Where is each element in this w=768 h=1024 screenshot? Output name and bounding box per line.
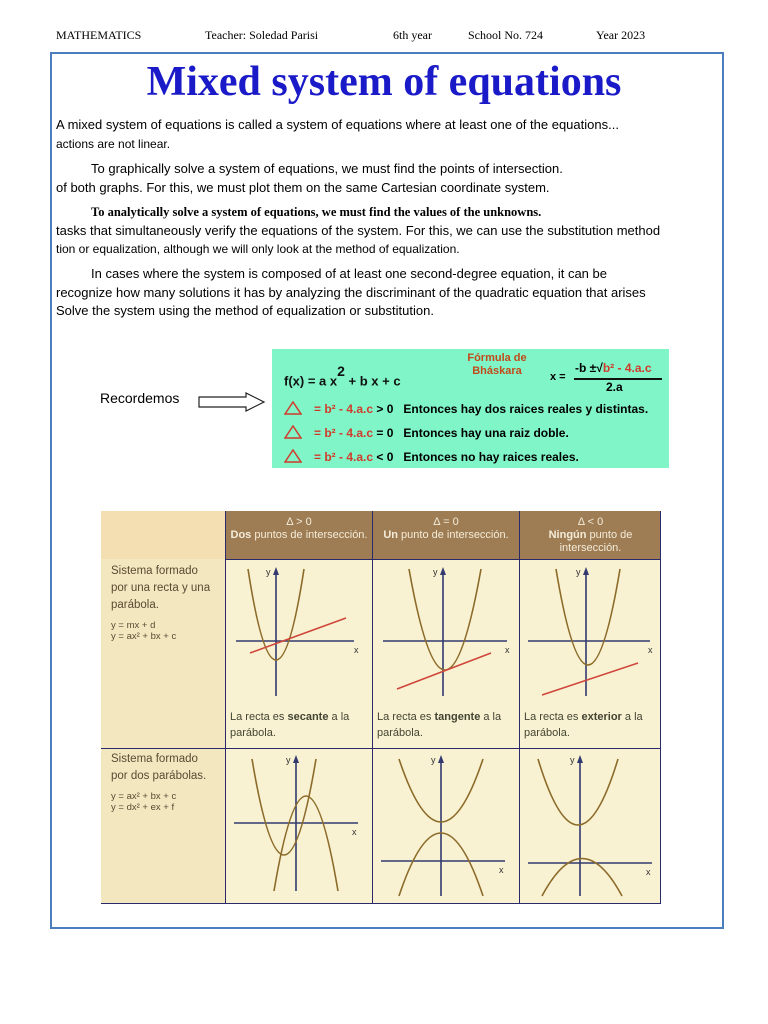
paragraph-line-bold: To analytically solve a system of equations, we must find the values of the unknowns. [91,205,542,219]
axis-y-label: y [431,755,436,765]
axis-y-label: y [570,755,575,765]
caption-post: a la parábola. [230,711,350,739]
bhaskara-formula-box [272,349,669,468]
page-header [56,28,716,46]
caption-bold: exterior [581,711,622,723]
header-condition: Δ > 0 [286,516,312,528]
x-equals: x = [550,371,566,383]
row-divider [101,903,661,904]
paragraph-1 [56,116,706,153]
discriminant-meaning: Entonces no hay raices reales. [403,450,579,464]
axis-y-label: y [576,567,581,577]
discriminant-row [284,401,648,416]
row-label-text: Sistema formado [111,565,198,577]
discriminant-row [284,425,569,440]
axis-x-label: x [352,827,357,837]
header-teacher: Teacher: Soledad Parisi [205,28,319,42]
graph-two-parabolas-one-point [373,751,519,901]
graph-two-parabolas-no-point [520,751,660,901]
caption-post: a la parábola. [377,711,502,739]
discriminant-relation: < 0 [373,450,394,464]
header-bold: Dos [230,529,252,541]
discriminant-expr: b² - 4.a.c [324,402,374,416]
caption-pre: La recta es [524,711,582,723]
header-condition: Δ < 0 [577,516,604,528]
paragraph-3 [56,203,706,259]
caption-bold: secante [287,711,329,723]
equation: y = dx² + ex + f [111,802,175,813]
paragraph-2 [56,160,706,197]
discriminant-expr: b² - 4.a.c [324,450,374,464]
graph-exterior [520,561,660,701]
graph-secant [226,561,372,701]
header-bold: Un [383,529,398,541]
systems-table [101,511,661,904]
column-divider [660,511,661,904]
quadratic-function [284,363,401,389]
header-year: Year 2023 [596,28,646,42]
discriminant-relation: > 0 [373,402,394,416]
header-rest: puntos de intersección. [251,529,368,541]
paragraph-line: Solve the system using the method of equalization or substitution. [56,303,434,318]
row-label-text: por dos parábolas. [111,770,207,782]
caption-exterior [524,709,658,741]
axis-x-label: x [499,865,504,875]
bhaskara-title: Fórmula de Bháskara [467,352,527,377]
header-school: School No. 724 [468,28,543,42]
header-condition: Δ = 0 [433,516,459,528]
table-header [373,511,519,559]
paragraph-line: A mixed system of equations is called a system of equations where at least one of the equations... [56,117,619,132]
eq-prefix: = [314,402,325,416]
paragraph-line: recognize how many solutions it has by analyzing the discriminant of the quadratic equation that arises [56,284,646,300]
fx-exponent: 2 [337,363,345,379]
delta-triangle-icon [284,449,302,463]
discriminant-meaning: Entonces hay dos raices reales y distintas. [403,402,649,416]
axis-x-label: x [505,645,510,655]
discriminant-expr: b² - 4.a.c [324,426,374,440]
discriminant-relation: = 0 [373,426,394,440]
delta-triangle-icon [284,401,302,415]
row-label-line-parabola [101,563,225,642]
eq-prefix: = [314,450,325,464]
delta-triangle-icon [284,425,302,439]
eq-prefix: = [314,426,325,440]
paragraph-4 [56,265,706,321]
paragraph-line: tion or equalization, although we will only look at the method of equalization. [56,242,460,256]
arrow-right-icon [198,392,266,412]
header-year-level: 6th year [393,28,432,42]
equation: y = mx + d [111,620,156,631]
formula-numerator [575,361,652,375]
header-subject: MATHEMATICS [56,28,142,42]
row-label-two-parabolas [101,751,225,813]
numerator-left: -b ±√ [575,361,603,375]
recordemos-label: Recordemos [100,390,180,406]
axis-y-label: y [266,567,271,577]
row-label-text: parábola. [111,599,159,611]
equation: y = ax² + bx + c [111,631,177,642]
row-equations [111,791,225,813]
paragraph-line: To graphically solve a system of equations, we must find the points of intersection. [91,161,563,176]
paragraph-line: In cases where the system is composed of at least one second-degree equation, it can be [91,266,607,281]
row-label-text: por una recta y una [111,582,211,594]
fx-text: f(x) = a x [284,373,338,389]
axis-x-label: x [354,645,359,655]
paragraph-line: of both graphs. For this, we must plot them on the same Cartesian coordinate system. [56,179,550,195]
discriminant-meaning: Entonces hay una raiz doble. [403,426,569,440]
graph-two-parabolas-two-points [226,751,372,901]
paragraph-line: tasks that simultaneously verify the equations of the system. For this, we can use the substitution method [56,222,661,238]
caption-bold: tangente [434,711,481,723]
caption-post: a la parábola. [524,711,643,739]
fx-rest: + b x + c [344,373,401,389]
numerator-discriminant: b² - 4.a.c [602,361,652,375]
caption-tangent [377,709,515,741]
row-equations [111,620,225,642]
caption-pre: La recta es [377,711,435,723]
formula-denominator: 2.a [606,380,623,394]
header-rest: punto de intersección. [559,529,633,554]
page-title: Mixed system of equations [146,59,622,105]
caption-secant [230,709,368,741]
table-header [226,511,372,559]
axis-x-label: x [648,645,653,655]
axis-y-label: y [286,755,291,765]
table-header [520,511,661,559]
caption-pre: La recta es [230,711,288,723]
header-rest: punto de intersección. [397,529,509,541]
row-divider [225,559,661,560]
table-corner [101,511,225,559]
row-divider [101,748,661,749]
graph-tangent [373,561,519,701]
paragraph-line: actions are not linear. [56,136,171,151]
discriminant-row [284,449,579,464]
axis-y-label: y [433,567,438,577]
header-bold: Ningún [548,529,587,541]
equation: y = ax² + bx + c [111,791,177,802]
row-label-text: Sistema formado [111,753,198,765]
axis-x-label: x [646,867,651,877]
